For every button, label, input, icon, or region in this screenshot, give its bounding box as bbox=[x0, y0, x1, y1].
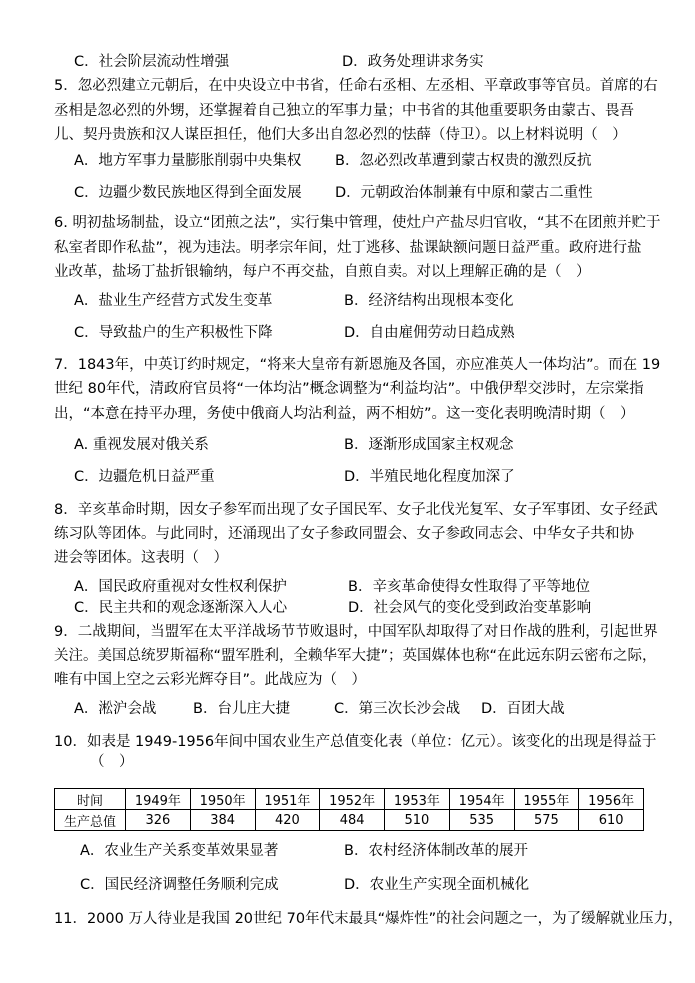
q7-option-a: A. 重视发展对俄关系 bbox=[74, 437, 209, 453]
q8-option-b: B．辛亥革命使得女性取得了平等地位 bbox=[348, 579, 590, 595]
q9-stem-line-1: 9．二战期间，当盟军在太平洋战场节节败退时，中国军队却取得了对日作战的胜利，引起世界 bbox=[54, 624, 658, 640]
q7-option-b: B．逐渐形成国家主权观念 bbox=[344, 437, 514, 453]
table-cell-value: 420 bbox=[255, 810, 320, 831]
table-cell-value: 510 bbox=[385, 810, 450, 831]
q6-stem-line-2: 私室者即作私盐”，视为违法。明孝宗年间，灶丁逃移、盐课缺额问题日益严重。政府进行盐 bbox=[54, 240, 642, 256]
q5-option-d: D．元朝政治体制兼有中原和蒙古二重性 bbox=[335, 185, 593, 201]
q7-option-c: C．边疆危机日益严重 bbox=[74, 469, 215, 485]
table-row-values bbox=[55, 810, 644, 831]
q6-option-b: B．经济结构出现根本变化 bbox=[344, 293, 514, 309]
q10-stem-line-1: 10．如表是 1949-1956年间中国农业生产总值变化表（单位：亿元）。该变化的出现是得益于 bbox=[54, 734, 657, 750]
agri-output-table bbox=[54, 788, 644, 831]
table-cell-year: 1954年 bbox=[449, 789, 514, 810]
q6-stem-line-3: 业改革，盐场丁盐折银输纳，每户不再交盐，自煎自卖。对以上理解正确的是（ ） bbox=[54, 264, 591, 280]
table-cell-value: 575 bbox=[514, 810, 579, 831]
q10-option-c: C．国民经济调整任务顺利完成 bbox=[80, 877, 279, 893]
q9-option-b: B．台儿庄大捷 bbox=[193, 701, 290, 717]
q6-option-c: C．导致盐户的生产积极性下降 bbox=[74, 325, 273, 341]
q9-option-d: D．百团大战 bbox=[481, 701, 565, 717]
q4-option-d: D．政务处理讲求务实 bbox=[342, 54, 484, 70]
table-cell-year: 1950年 bbox=[190, 789, 255, 810]
q7-option-d: D．半殖民地化程度加深了 bbox=[344, 469, 515, 485]
table-cell-value: 484 bbox=[320, 810, 385, 831]
q7-stem-line-3: 出，“本意在持平办理，务使中俄商人均沾利益，两不相妨”。这一变化表明晚清时期（ ） bbox=[54, 406, 635, 422]
q6-stem-line-1: 6. 明初盐场制盐，设立“团煎之法”，实行集中管理，使灶户产盐尽归官收，“其不在团煎并贮于 bbox=[54, 215, 661, 231]
q8-option-c: C．民主共和的观念逐渐深入人心 bbox=[74, 600, 288, 616]
table-cell-year: 1953年 bbox=[385, 789, 450, 810]
table-cell-year: 1949年 bbox=[126, 789, 191, 810]
q8-stem-line-3: 进会等团体。这表明（ ） bbox=[54, 550, 228, 566]
q10-option-a: A．农业生产关系变革效果显著 bbox=[80, 843, 279, 859]
q10-option-d: D．农业生产实现全面机械化 bbox=[344, 877, 530, 893]
q11-stem-line-1: 11．2000 万人待业是我国 20世纪 70年代末最具“爆炸性”的社会问题之一，为了缓解就业压力， bbox=[54, 911, 683, 927]
q9-stem-line-3: 唯有中国上空之云彩光辉夺目”。此战应为（ ） bbox=[54, 672, 367, 688]
q9-option-c: C．第三次长沙会战 bbox=[334, 701, 461, 717]
q5-option-b: B．忽必烈改革遭到蒙古权贵的激烈反抗 bbox=[335, 153, 592, 169]
table-cell-year: 1951年 bbox=[255, 789, 320, 810]
table-cell-year: 1952年 bbox=[320, 789, 385, 810]
q4-option-c: C．社会阶层流动性增强 bbox=[74, 54, 230, 70]
table-cell-value: 535 bbox=[449, 810, 514, 831]
q8-stem-line-2: 练习队等团体。与此同时，还涌现出了女子参政同盟会、女子参政同志会、中华女子共和协 bbox=[54, 526, 634, 542]
q7-stem-line-1: 7．1843年，中英订约时规定，“将来大皇帝有新恩施及各国，亦应准英人一体均沾”。而在 19 bbox=[54, 357, 661, 373]
q5-option-c: C．边疆少数民族地区得到全面发展 bbox=[74, 185, 302, 201]
table-row-years bbox=[55, 789, 644, 810]
q5-stem-line-3: 儿、契丹贵族和汉人谋臣担任，他们大多出自忽必烈的怯薛（侍卫）。以上材料说明（ ） bbox=[54, 127, 627, 143]
table-header-time: 时间 bbox=[55, 789, 126, 810]
q5-stem-line-1: 5．忽必烈建立元朝后，在中央设立中书省，任命右丞相、左丞相、平章政事等官员。首席的右 bbox=[54, 78, 658, 94]
table-cell-value: 384 bbox=[190, 810, 255, 831]
q10-option-b: B．农村经济体制改革的展开 bbox=[344, 843, 528, 859]
table-cell-value: 326 bbox=[126, 810, 191, 831]
q7-stem-line-2: 世纪 80年代，清政府官员将“一体均沾”概念调整为“利益均沾”。中俄伊犁交涉时，左宗棠指 bbox=[54, 381, 644, 397]
q10-stem-line-2: （ ） bbox=[90, 754, 134, 770]
q8-stem-line-1: 8．辛亥革命时期，因女子参军而出现了女子国民军、女子北伐光复军、女子军事团、女子经武 bbox=[54, 502, 658, 518]
table-cell-value: 610 bbox=[579, 810, 644, 831]
table-cell-year: 1955年 bbox=[514, 789, 579, 810]
q8-option-d: D．社会风气的变化受到政治变革影响 bbox=[348, 600, 592, 616]
q9-option-a: A．淞沪会战 bbox=[74, 701, 157, 717]
table-header-output: 生产总值 bbox=[55, 810, 126, 831]
q5-option-a: A．地方军事力量膨胀削弱中央集权 bbox=[74, 153, 302, 169]
q6-option-d: D．自由雇佣劳动日趋成熟 bbox=[344, 325, 515, 341]
q8-option-a: A．国民政府重视对女性权利保护 bbox=[74, 579, 287, 595]
q5-stem-line-2: 丞相是忽必烈的外甥，还掌握着自己独立的军事力量；中书省的其他重要职务由蒙古、畏吾 bbox=[54, 103, 634, 119]
q6-option-a: A．盐业生产经营方式发生变革 bbox=[74, 293, 273, 309]
q9-stem-line-2: 关注。美国总统罗斯福称“盟军胜利，全赖华军大捷”；英国媒体也称“在此远东阴云密布之际， bbox=[54, 648, 657, 664]
table-cell-year: 1956年 bbox=[579, 789, 644, 810]
